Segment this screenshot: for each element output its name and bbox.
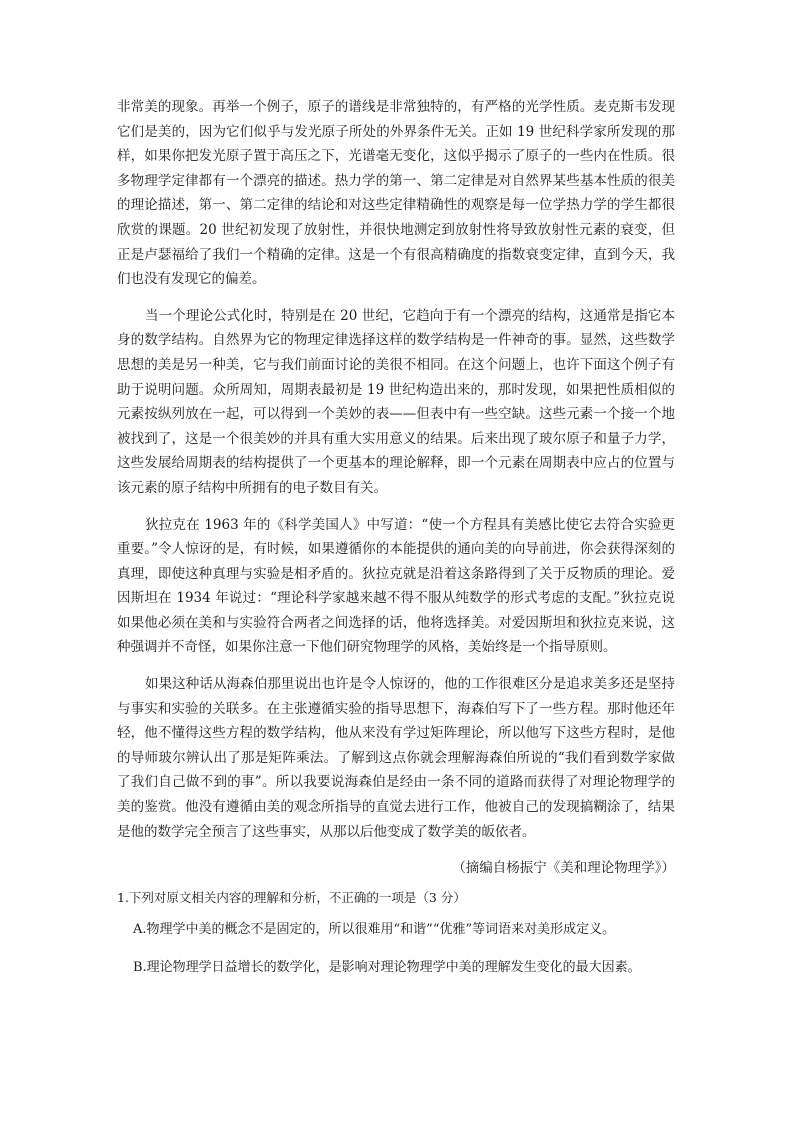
paragraph-mathematical-structure: 当一个理论公式化时，特别是在 20 世纪，它趋向于有一个漂亮的结构，这通常是指它本身的数学结构。自然界为它的物理定律选择这样的数学结构是一件神奇的事。显然，这些数学思想的美是另一种美，它与我们前面讨论的美很不相同。在这个问题上，也许下面这个例子有助于说明问题。众所周知，周期表最初是 19 世纪构造出来的，那时发现，如果把性质相似的元素按纵列放在一起，可以得到一个美妙的表——但表中有一些空缺。这些元素一个接一个地被找到了，这是一个很美妙的并具有重大实用意义的结果。后来出现了玻尔原子和量子力学，这些发展给周期表的结构提供了一个更基本的理论解释，即一个元素在周期表中应占的位置与该元素的原子结构中所拥有的电子数目有关。 bbox=[117, 307, 675, 496]
option-a: A.物理学中美的概念不是固定的，所以很难用“和谐”“优雅”等词语来对美形成定义。 bbox=[133, 922, 616, 938]
source-citation: （摘编自杨振宁《美和理论物理学》） bbox=[452, 860, 675, 877]
paragraph-heisenberg: 如果这种话从海森伯那里说出也许是令人惊讶的，他的工作很难区分是追求美多还是坚持与事实和实验的关联多。在主张遵循实验的指导思想下，海森伯写下了一些方程。那时他还年轻，他不懂得这些方程的数学结构，他从来没有学过矩阵理论，所以他写下这些方程时，是他的导师玻尔辨认出了那是矩阵乘法。了解到这点你就会理解海森伯所说的“我们看到数学家做了我们自己做不到的事”。所以我要说海森伯是经由一条不同的道路而获得了对理论物理学的美的鉴赏。他没有遵循由美的观念所指导的直觉去进行工作，他被自己的发现搞糊涂了，结果是他的数学完全预言了这些事实，从那以后他变成了数学美的皈依者。 bbox=[117, 676, 675, 840]
paragraph-atomic-spectra: 非常美的现象。再举一个例子，原子的谱线是非常独特的，有严格的光学性质。麦克斯韦发现它们是美的，因为它们似乎与发光原子所处的外界条件无关。正如 19 世纪科学家所发现的那样，如果你把发光原子置于高压之下，光谱毫无变化，这似乎揭示了原子的一些内在性质。很多物理学定律都有一个漂亮的描述。热力学的第一、第二定律是对自然界某些基本性质的很美的理论描述，第一、第二定律的结论和对这些定律精确性的观察是每一位学热力学的学生都很欣赏的课题。20 世纪初发现了放射性，并很快地测定到放射性将导致放射性元素的衰变，但正是卢瑟福给了我们一个精确的定律。这是一个有很高精确度的指数衰变定律，直到今天，我们也没有发现它的偏差。 bbox=[117, 99, 675, 288]
option-b: B.理论物理学日益增长的数学化，是影响对理论物理学中美的理解发生变化的最大因素。 bbox=[133, 960, 641, 976]
paragraph-dirac-einstein: 狄拉克在 1963 年的《科学美国人》中写道：“使一个方程具有美感比使它去符合实验更重要。”令人惊讶的是，有时候，如果遵循你的本能提供的通向美的向导前进，你会获得深刻的真理，即使这种真理与实验是相矛盾的。狄拉克就是沿着这条路得到了关于反物质的理论。爱因斯坦在 1934 年说过：“理论科学家越来越不得不服从纯数学的形式考虑的支配。”狄拉克说如果他必须在美和与实验符合两者之间选择的话，他将选择美。对爱因斯坦和狄拉克来说，这种强调并不奇怪，如果你注意一下他们研究物理学的风格，美始终是一个指导原则。 bbox=[117, 516, 675, 656]
question-stem: 1.下列对原文相关内容的理解和分析，不正确的一项是（3 分） bbox=[117, 890, 466, 906]
document-page bbox=[117, 95, 675, 994]
